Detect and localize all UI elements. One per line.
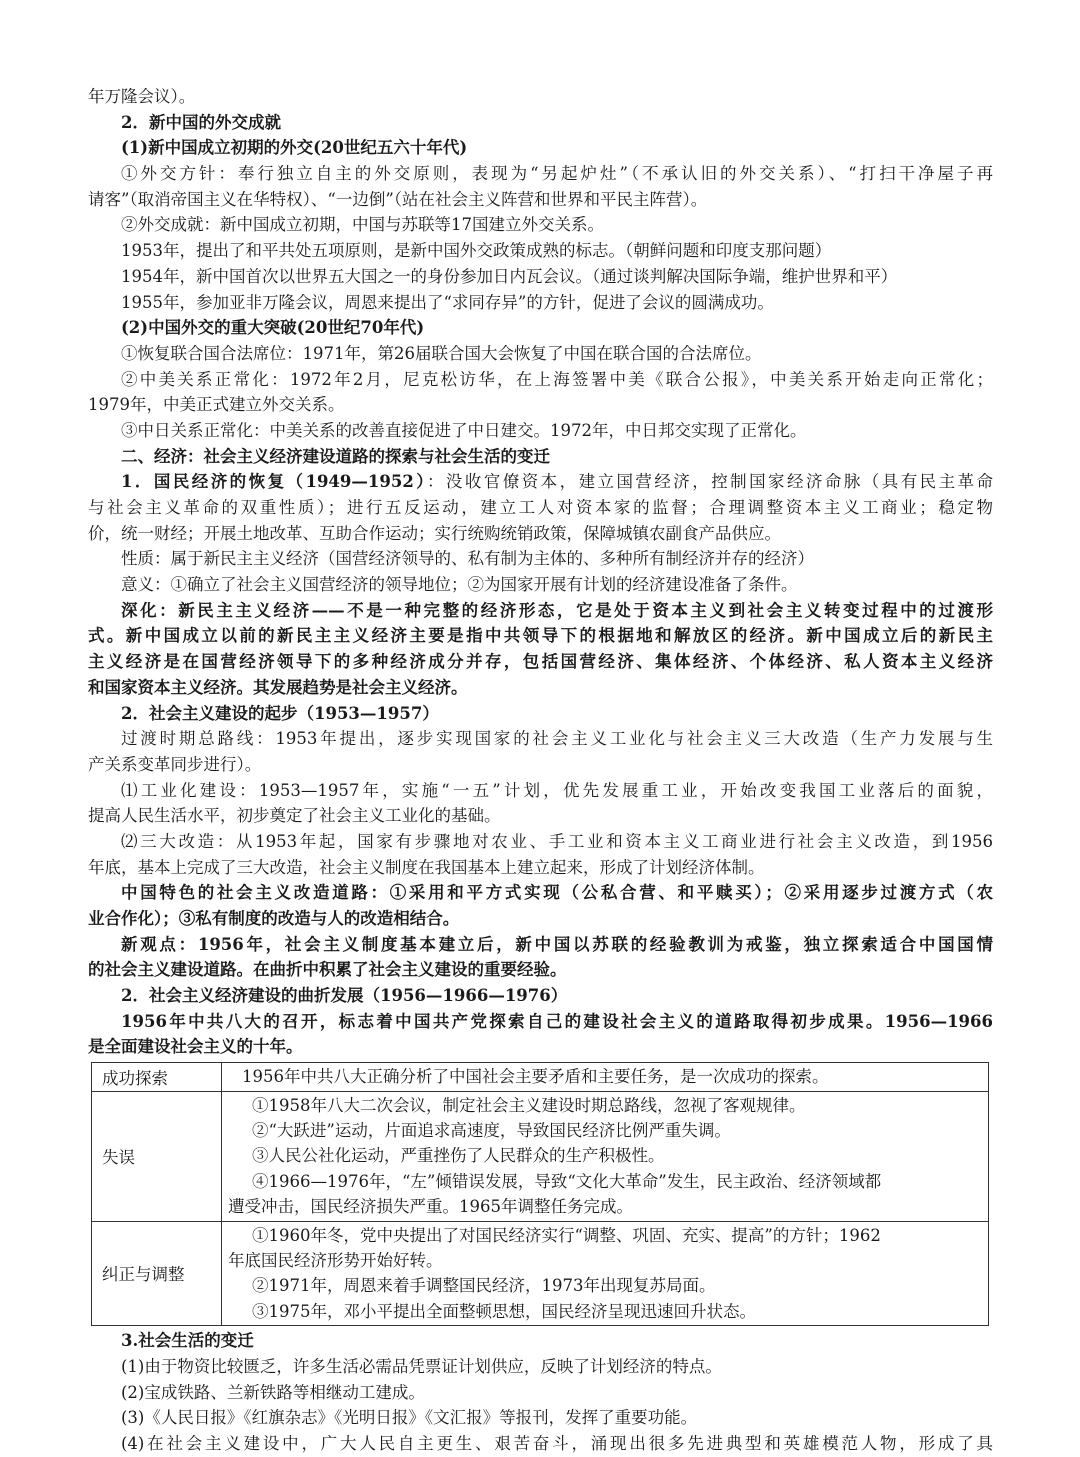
text-line: 过渡时期总路线：1953年提出，逐步实现国家的社会主义工业化与社会主义三大改造（生产力发展与生 [121,729,993,749]
row-content [222,1063,989,1091]
text-line: (2)中国外交的重大突破(20世纪70年代) [121,318,425,338]
text-line: 业合作化）；③私有制度的改造与人的改造相结合。 [88,909,460,928]
text-line: (3)《人民日报》《红旗杂志》《光明日报》《文汇报》等报刊，发挥了重要功能。 [121,1408,698,1428]
text-line: 年底，基本上完成了三大改造，社会主义制度在我国基本上建立起来，形成了计划经济体制。 [88,857,765,877]
text-line: 产关系变革同步进行）。 [88,754,262,774]
text-line: 新观点：1956年，社会主义制度基本建立后，新中国以苏联的经验教训为戒鉴，独立探索适合中国国情 [121,934,993,954]
text-line: 2．新中国的外交成就 [121,112,281,132]
text-line: ⑵三大改造：从1953年起，国家有步骤地对农业、手工业和资本主义工商业进行社会主义改造，到1956 [121,831,993,851]
text-section-top [88,84,993,1060]
text-line: (1)由于物资比较匮乏，许多生活必需品凭票证计划供应，反映了计划经济的特点。 [121,1356,722,1376]
text-line: 和国家资本主义经济。其发展趋势是社会主义经济。 [88,677,468,697]
text-line: 是全面建设社会主义的十年。 [88,1037,303,1057]
cell-line: ①1958年八大二次会议，制定社会主义建设时期总路线，忽视了客观规律。 [252,1095,806,1115]
cell-line: 年底国民经济形势开始好转。 [228,1250,443,1270]
cell-line: 1956年中共八大正确分析了中国社会主要矛盾和主要任务，是一次成功的探索。 [242,1067,829,1087]
cell-line: ④1966—1976年，“左”倾错误发展，导致“文化大革命”发生，民主政治、经济领域都 [252,1171,882,1191]
text-line: 与社会主义革命的双重性质）；进行五反运动，建立工人对资本家的监督；合理调整资本主义工商业；稳定物 [88,498,993,517]
cell-line: ③1975年，邓小平提出全面整顿思想，国民经济呈现迅速回升状态。 [252,1301,756,1321]
text-line: 意义：①确立了社会主义国营经济的领导地位；②为国家开展有计划的经济建设准备了条件。 [121,575,798,595]
row-label: 成功探索 [92,1063,222,1091]
economy-table [91,1062,989,1326]
text-line: ②中美关系正常化：1972年2月，尼克松访华，在上海签署中美《联合公报》，中美关系开始走向正常化； [121,369,993,389]
text-line: 1979年，中美正式建立外交关系。 [88,395,345,415]
table-row [92,1091,989,1221]
text-line: 提高人民生活水平，初步奠定了社会主义工业化的基础。 [88,806,501,826]
cell-line: ②1971年，周恩来着手调整国民经济，1973年出现复苏局面。 [252,1276,716,1296]
text-line: ①恢复联合国合法席位：1971年，第26届联合国大会恢复了中国在联合国的合法席位。 [121,343,762,363]
text-line: 式。新中国成立以前的新民主主义经济主要是指中共领导下的根据地和解放区的经济。新中国成立后的新民主 [88,626,993,646]
text-line: ①外交方针：奉行独立自主的外交原则，表现为“另起炉灶”（不承认旧的外交关系）、“打扫干净屋子再 [121,164,993,184]
table-row [92,1063,989,1091]
text-line: (1)新中国成立初期的外交(20世纪五六十年代) [121,138,468,158]
text-line: 的社会主义建设道路。在曲折中积累了社会主义建设的重要经验。 [88,960,567,980]
text-line: (4)在社会主义建设中，广大人民自主更生、艰苦奋斗，涌现出很多先进典型和英雄模范人物，形成了具 [121,1433,993,1453]
text-line: 1954年，新中国首次以世界五大国之一的身份参加日内瓦会议。（通过谈判解决国际争端，维护世界和平） [121,266,898,286]
cell-line: ②“大跃进”运动，片面追求高速度，导致国民经济比例严重失调。 [252,1120,731,1140]
row-content [222,1091,989,1221]
text-section-bottom [88,1328,993,1456]
text-line: 3.社会生活的变迁 [121,1331,254,1351]
text-line: 性质：属于新民主主义经济（国营经济领导的、私有制为主体的、多种所有制经济并存的经济） [121,549,814,569]
document-page [88,84,993,1457]
text-line: ②外交成就：新中国成立初期，中国与苏联等17国建立外交关系。 [121,215,604,235]
text-line: 中国特色的社会主义改造道路：①采用和平方式实现（公私合营、和平赎买）；②采用逐步过渡方式（农 [121,883,993,903]
text-line: 年万隆会议）。 [88,87,196,106]
cell-line: ③人民公社化运动，严重挫伤了人民群众的生产积极性。 [252,1146,665,1166]
text-line: 1953年，提出了和平共处五项原则，是新中国外交政策成熟的标志。（朝鲜问题和印度支那问题） [121,241,832,261]
text-line: (2)宝成铁路、兰新铁路等相继动工建成。 [121,1382,425,1402]
row-label: 纠正与调整 [92,1221,222,1326]
text-line: 请客”（取消帝国主义在华特权）、“一边倒”（站在社会主义阵营和世界和平民主阵营）。 [88,189,708,209]
text-line: 2．社会主义经济建设的曲折发展（1956—1966—1976） [121,986,568,1006]
text-line: 价，统一财经；开展土地改革、互助合作运动；实行统购统销政策，保障城镇农副食产品供应。 [88,523,781,543]
text-line: 主义经济是在国营经济领导下的多种经济成分并存，包括国营经济、集体经济、个体经济、私人资本主义经济 [88,652,993,672]
row-content [222,1221,989,1326]
text-line: 二、经济：社会主义经济建设道路的探索与社会生活的变迁 [121,446,550,466]
text-line: ⑴工业化建设：1953—1957年，实施“一五”计划，优先发展重工业，开始改变我国工业落后的面貌， [121,780,993,800]
table-row [92,1221,989,1326]
cell-line: 遭受冲击，国民经济损失严重。1965年调整任务完成。 [228,1197,633,1217]
text-line: 1955年，参加亚非万隆会议，周恩来提出了“求同存异”的方针，促进了会议的圆满成功。 [121,292,774,312]
row-label: 失误 [92,1091,222,1221]
text-line [88,469,993,495]
text-line: 深化：新民主主义经济——不是一种完整的经济形态，它是处于资本主义到社会主义转变过程中的过渡形 [121,600,993,620]
line-rest: ：没收官僚资本，建立国营经济，控制国家经济命脉（具有民主革命 [426,472,993,492]
text-line: 2．社会主义建设的起步（1953—1957） [121,703,439,723]
text-line: ③中日关系正常化：中美关系的改善直接促进了中日建交。1972年，中日邦交实现了正常化。 [121,420,807,440]
text-line: 1956年中共八大的召开，标志着中国共产党探索自己的建设社会主义的道路取得初步成果。1956—1966 [121,1011,993,1031]
cell-line: ①1960年冬，党中央提出了对国民经济实行“调整、巩固、充实、提高”的方针；1962 [252,1225,881,1245]
bold-lead: 1．国民经济的恢复（1949—1952） [121,472,427,492]
